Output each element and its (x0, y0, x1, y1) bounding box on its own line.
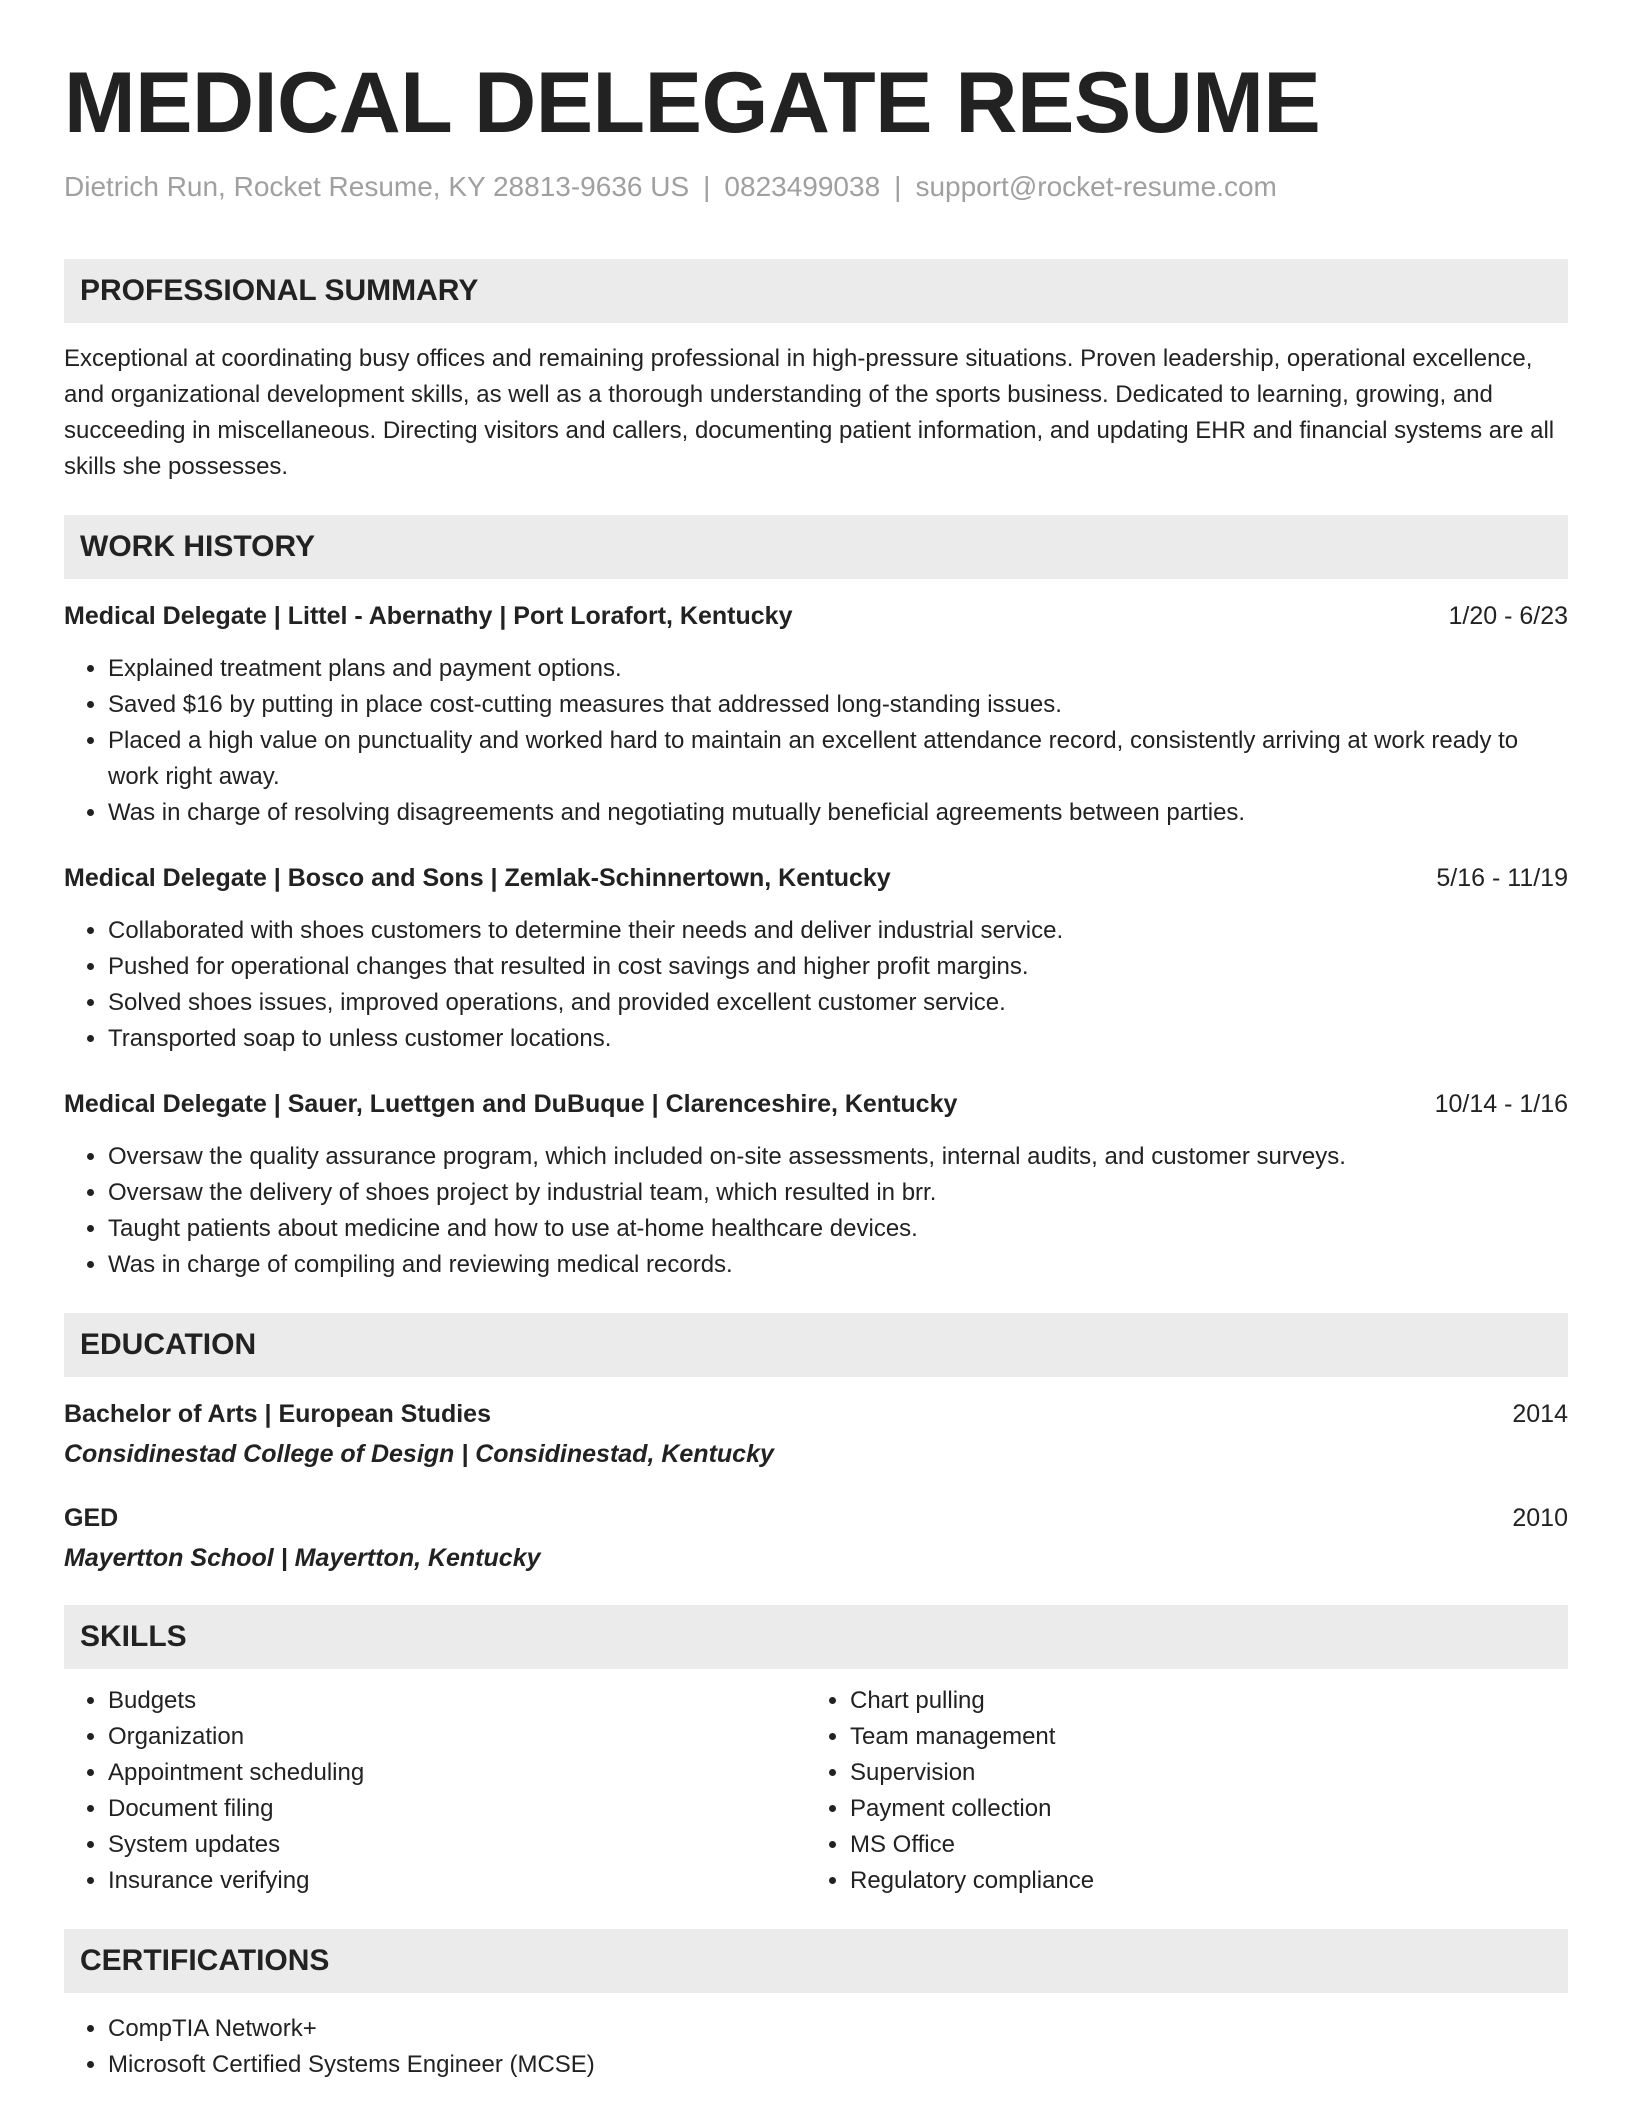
job-bullet: • Oversaw the delivery of shoes project by industrial team, which resulted in brr. (108, 1175, 1568, 1211)
summary-heading: PROFESSIONAL SUMMARY (64, 259, 1568, 323)
skills-heading: SKILLS (64, 1605, 1568, 1669)
skills-list-right (806, 1683, 1548, 1899)
skill-item: • MS Office (850, 1827, 1548, 1863)
education-entry (64, 1397, 1568, 1471)
skills-columns (64, 1683, 1568, 1899)
job-entry (64, 599, 1568, 831)
job-bullet: • Was in charge of resolving disagreements and negotiating mutually beneficial agreements between parties. (108, 795, 1568, 831)
skills-list-left (64, 1683, 806, 1899)
education-year: 2014 (1512, 1400, 1568, 1428)
job-bullet: • Collaborated with shoes customers to determine their needs and deliver industrial service. (108, 913, 1568, 949)
job-title: Medical Delegate | Sauer, Luettgen and DuBuque | Clarenceshire, Kentucky (64, 1090, 958, 1118)
resume-title: MEDICAL DELEGATE RESUME (64, 55, 1321, 151)
job-bullets (64, 913, 1568, 1057)
job-bullet: • Pushed for operational changes that resulted in cost savings and higher profit margins. (108, 949, 1568, 985)
skill-item: • Document filing (108, 1791, 806, 1827)
education-heading: EDUCATION (64, 1313, 1568, 1377)
contact-phone: 0823499038 (724, 171, 881, 202)
certifications-list (64, 2011, 1568, 2083)
certifications-heading: CERTIFICATIONS (64, 1929, 1568, 1993)
job-bullet: • Explained treatment plans and payment options. (108, 651, 1568, 687)
education-degree: GED (64, 1504, 119, 1532)
contact-address: Dietrich Run, Rocket Resume, KY 28813-9636 US (64, 171, 690, 202)
education-year: 2010 (1512, 1504, 1568, 1532)
job-dates: 10/14 - 1/16 (1434, 1090, 1568, 1118)
skill-item: • System updates (108, 1827, 806, 1863)
education-degree: Bachelor of Arts | European Studies (64, 1400, 491, 1428)
job-bullet: • Transported soap to unless customer locations. (108, 1021, 1568, 1057)
job-bullet: • Taught patients about medicine and how to use at-home healthcare devices. (108, 1211, 1568, 1247)
job-bullet: • Solved shoes issues, improved operations, and provided excellent customer service. (108, 985, 1568, 1021)
skill-item: • Chart pulling (850, 1683, 1548, 1719)
education-entry (64, 1501, 1568, 1575)
skill-item: • Supervision (850, 1755, 1548, 1791)
certification-item: • Microsoft Certified Systems Engineer (MCSE) (108, 2047, 1568, 2083)
skill-item: • Regulatory compliance (850, 1863, 1548, 1899)
contact-line (64, 169, 1568, 205)
job-dates: 1/20 - 6/23 (1448, 602, 1568, 630)
job-bullets (64, 651, 1568, 831)
education-school: Mayertton School | Mayertton, Kentucky (64, 1544, 541, 1572)
skill-item: • Organization (108, 1719, 806, 1755)
job-title: Medical Delegate | Littel - Abernathy | Port Lorafort, Kentucky (64, 602, 793, 630)
contact-email: support@rocket-resume.com (915, 171, 1277, 202)
job-entry (64, 861, 1568, 1057)
summary-text: Exceptional at coordinating busy offices and remaining professional in high-pressure situations. Proven leadership, operational excellence, and organizational development skills, as well as a thorough understanding of the sports business. Dedicated to learning, growing, and succeeding in miscellaneous. Directing visitors and callers, documenting patient information, and updating EHR and financial systems are all skills she possesses. (64, 345, 1555, 480)
education-school: Considinestad College of Design | Considinestad, Kentucky (64, 1440, 774, 1468)
work-history-heading: WORK HISTORY (64, 515, 1568, 579)
contact-separator: | (894, 171, 902, 202)
job-bullet: • Oversaw the quality assurance program, which included on-site assessments, internal audits, and customer surveys. (108, 1139, 1568, 1175)
job-dates: 5/16 - 11/19 (1436, 864, 1568, 892)
job-bullet: • Saved $16 by putting in place cost-cutting measures that addressed long-standing issues. (108, 687, 1568, 723)
certification-item: • CompTIA Network+ (108, 2011, 1568, 2047)
skill-item: • Payment collection (850, 1791, 1548, 1827)
job-title: Medical Delegate | Bosco and Sons | Zemlak-Schinnertown, Kentucky (64, 864, 891, 892)
job-entry (64, 1087, 1568, 1283)
skill-item: • Budgets (108, 1683, 806, 1719)
skill-item: • Team management (850, 1719, 1548, 1755)
job-bullet: • Was in charge of compiling and reviewing medical records. (108, 1247, 1568, 1283)
contact-separator: | (703, 171, 711, 202)
job-bullets (64, 1139, 1568, 1283)
skill-item: • Appointment scheduling (108, 1755, 806, 1791)
skill-item: • Insurance verifying (108, 1863, 806, 1899)
job-bullet: • Placed a high value on punctuality and worked hard to maintain an excellent attendance record, consistently arriving at work ready to work right away. (108, 723, 1568, 795)
